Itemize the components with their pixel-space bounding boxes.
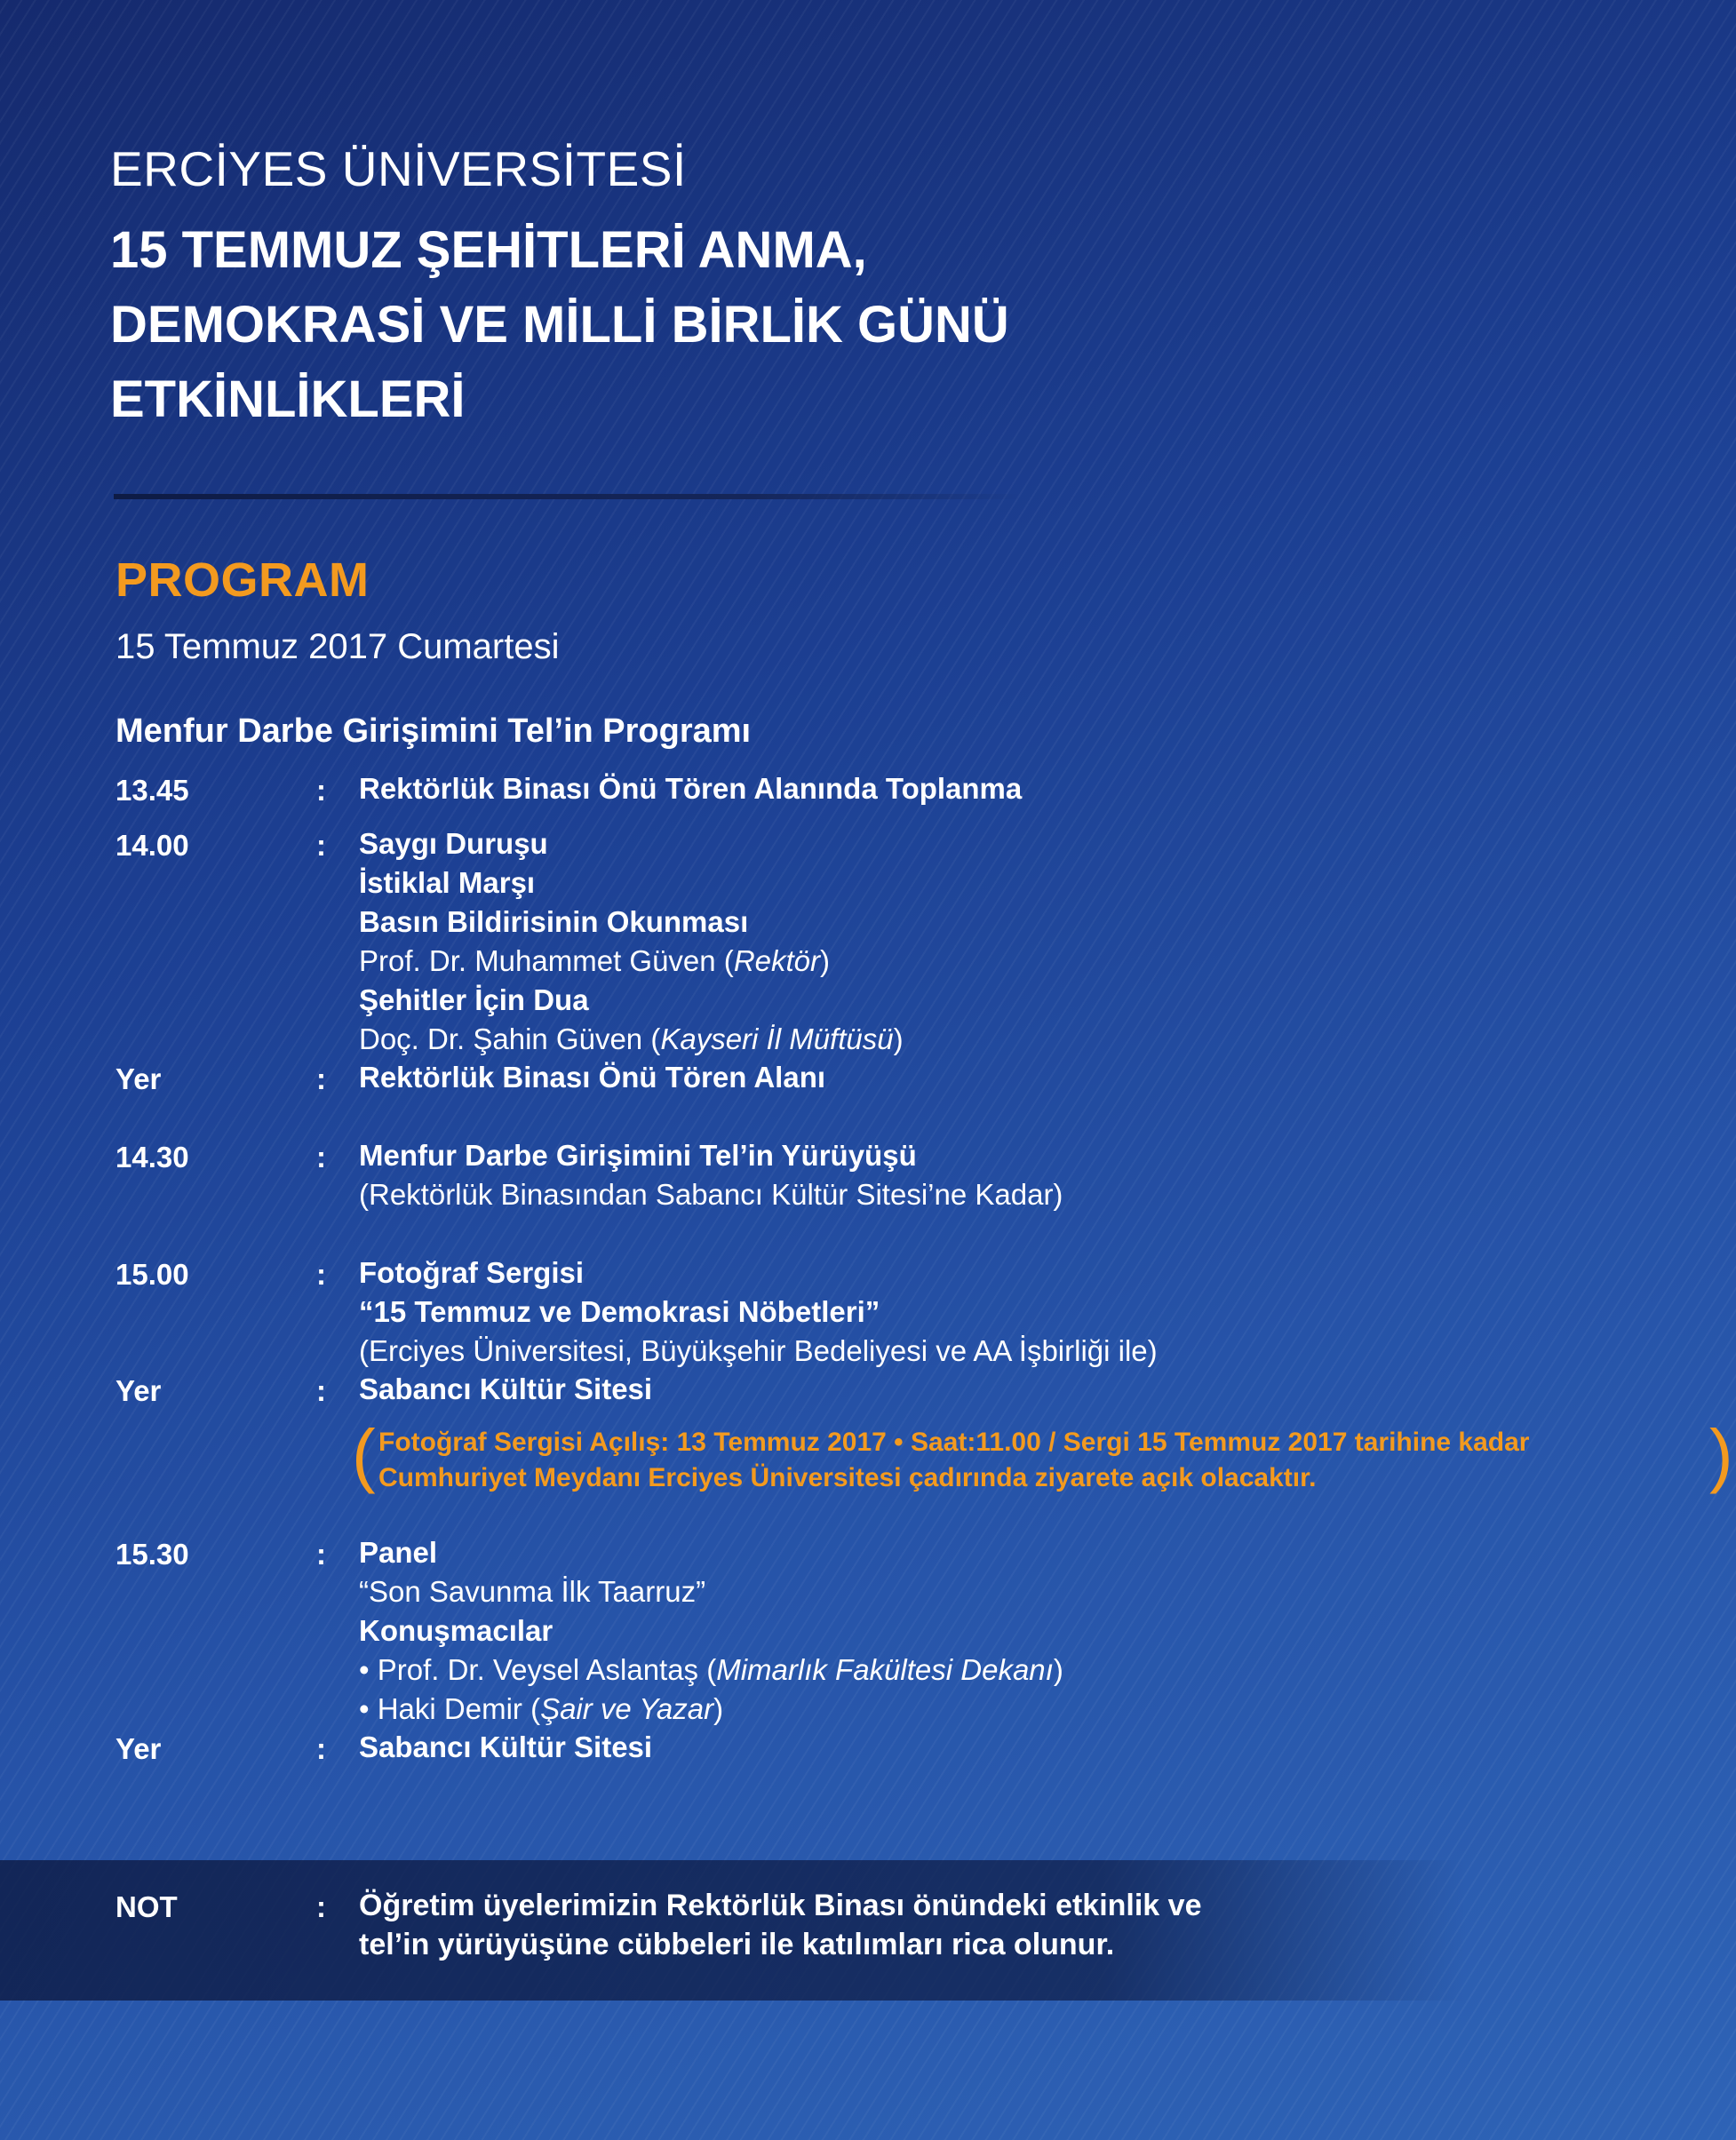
note-text [378, 1425, 1529, 1496]
place-label: Yer [115, 1732, 162, 1765]
entry-item: Saygı Duruşu [359, 827, 548, 860]
title-line-2: DEMOKRASİ VE MİLLİ BİRLİK GÜNÜ [110, 296, 1009, 354]
note-line-2: tel’in yürüyüşüne cübbeleri ile katılımları rica olunur. [359, 1928, 1115, 1961]
entry-speaker: Doç. Dr. Şahin Güven (Kayseri İl Müftüsü) [359, 1022, 904, 1055]
entry-colon: : [316, 1374, 326, 1407]
entry-time: 13.45 [115, 774, 189, 807]
place-label: Yer [115, 1374, 162, 1407]
title-line-1: 15 TEMMUZ ŞEHİTLERİ ANMA, [110, 221, 867, 279]
entry-speaker: Prof. Dr. Muhammet Güven (Rektör) [359, 944, 831, 977]
note-close-paren: ) [1709, 1415, 1733, 1494]
entry-event: Menfur Darbe Girişimini Tel’in Yürüyüşü [359, 1139, 917, 1172]
divider [114, 494, 1020, 499]
note-colon: : [316, 1890, 326, 1923]
entry-time: 14.00 [115, 829, 189, 862]
entry-colon: : [316, 1062, 326, 1095]
entry-colon: : [316, 1732, 326, 1765]
program-subtitle: Menfur Darbe Girişimini Tel’in Programı [115, 712, 752, 750]
note-band [0, 1860, 1466, 2001]
entry-item: Şehitler İçin Dua [359, 983, 589, 1016]
entry-colon: : [316, 1538, 326, 1571]
entry-detail: (Erciyes Üniversitesi, Büyükşehir Bedeliyesi ve AA İşbirliği ile) [359, 1334, 1158, 1367]
entry-colon: : [316, 1141, 326, 1173]
entry-time: 15.30 [115, 1538, 189, 1571]
note-line-2: Cumhuriyet Meydanı Erciyes Üniversitesi çadırında ziyarete açık olacaktır. [378, 1463, 1317, 1492]
speakers-heading: Konuşmacılar [359, 1614, 553, 1647]
place-value: Sabancı Kültür Sitesi [359, 1730, 653, 1763]
event-title [110, 213, 1009, 437]
entry-time: 15.00 [115, 1258, 189, 1291]
entry-event: Panel [359, 1536, 438, 1569]
title-line-3: ETKİNLİKLERİ [110, 370, 466, 428]
program-date: 15 Temmuz 2017 Cumartesi [115, 627, 560, 666]
entry-colon: : [316, 774, 326, 807]
entry-detail: (Rektörlük Binasından Sabancı Kültür Sitesi’ne Kadar) [359, 1178, 1063, 1211]
note-line-1: Öğretim üyelerimizin Rektörlük Binası önündeki etkinlik ve [359, 1889, 1202, 1922]
entry-item: İstiklal Marşı [359, 866, 536, 899]
panel-topic: “Son Savunma İlk Taarruz” [359, 1575, 706, 1608]
place-label: Yer [115, 1062, 162, 1095]
note-line-1: Fotoğraf Sergisi Açılış: 13 Temmuz 2017 • Saat:11.00 / Sergi 15 Temmuz 2017 tarihine kadar [378, 1428, 1530, 1457]
entry-time: 14.30 [115, 1141, 189, 1173]
entry-event: Fotoğraf Sergisi [359, 1256, 585, 1289]
entry-item: Basın Bildirisinin Okunması [359, 905, 749, 938]
entry-colon: : [316, 829, 326, 862]
panel-speaker: • Prof. Dr. Veysel Aslantaş (Mimarlık Fakültesi Dekanı) [359, 1653, 1063, 1686]
program-heading: PROGRAM [115, 553, 370, 607]
place-value: Rektörlük Binası Önü Tören Alanı [359, 1061, 826, 1094]
university-name: ERCİYES ÜNİVERSİTESİ [110, 141, 687, 196]
entry-colon: : [316, 1258, 326, 1291]
panel-speaker: • Haki Demir (Şair ve Yazar) [359, 1692, 724, 1725]
entry-event: Rektörlük Binası Önü Tören Alanında Toplanma [359, 772, 1023, 805]
entry-subtitle: “15 Temmuz ve Demokrasi Nöbetleri” [359, 1295, 880, 1328]
note-open-paren: ( [352, 1415, 376, 1494]
place-value: Sabancı Kültür Sitesi [359, 1372, 653, 1405]
note-label: NOT [115, 1890, 178, 1923]
